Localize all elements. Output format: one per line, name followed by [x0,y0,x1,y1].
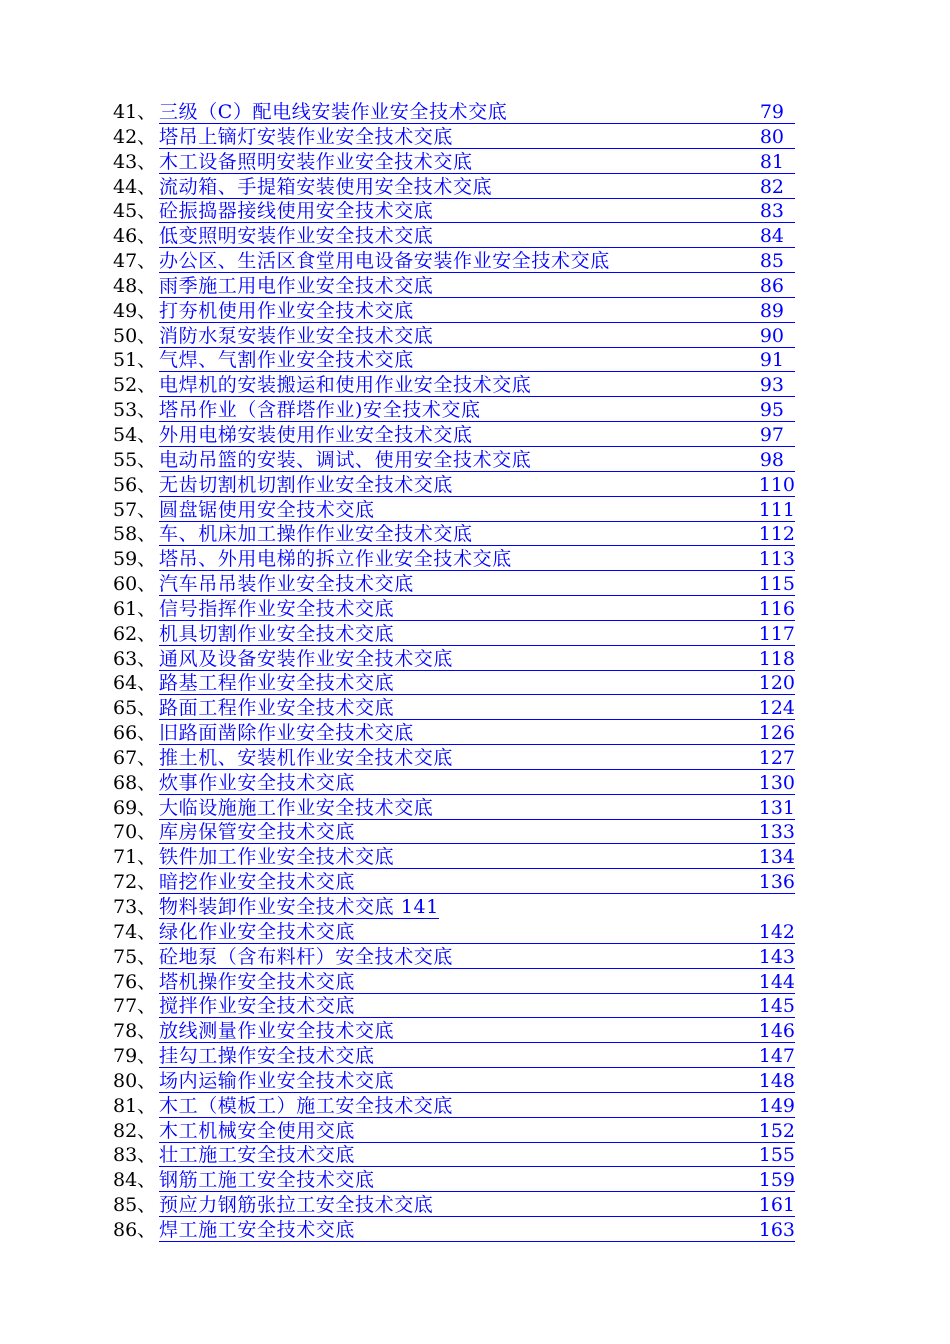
toc-entry-page-number: 134 [758,846,795,869]
toc-entry-page-number: 144 [758,970,795,993]
toc-entry-link[interactable] [159,771,795,795]
toc-entry-page-number: 93 [759,374,784,397]
toc-row [113,423,795,448]
toc-row [113,622,795,647]
toc-entry-title: 塔机操作安全技术交底 [159,970,356,993]
toc-entry-page-number: 95 [759,399,784,422]
toc-entry-number: 41、 [113,101,157,123]
toc-entry-title: 放线测量作业安全技术交底 [159,1020,395,1043]
toc-entry-page-number: 82 [759,175,784,198]
toc-entry-link[interactable] [159,224,795,248]
toc-entry-page-number: 90 [759,324,784,347]
toc-entry-number: 49、 [113,299,157,322]
toc-row [113,348,795,373]
toc-row [113,100,795,125]
toc-entry-link[interactable] [159,895,439,919]
toc-entry-link[interactable] [159,622,795,646]
toc-row [113,199,795,224]
toc-entry-page-number: 81 [759,150,784,173]
toc-entry-title: 无齿切割机切割作业安全技术交底 [159,473,454,496]
toc-entry-title: 壮工施工安全技术交底 [159,1144,356,1167]
toc-row [113,746,795,771]
toc-row [113,547,795,572]
toc-entry-link[interactable] [159,696,795,720]
toc-entry-number: 84、 [113,1169,157,1192]
toc-entry-page-number: 80 [759,125,784,148]
toc-row [113,299,795,324]
toc-entry-number: 64、 [113,672,157,695]
toc-entry-page-number: 131 [758,796,795,819]
toc-entry-link[interactable] [159,373,795,397]
toc-row [113,274,795,299]
toc-entry-number: 85、 [113,1194,157,1217]
toc-entry-page-number: 120 [758,672,795,695]
toc-entry-page-number: 143 [758,945,795,968]
toc-entry-link[interactable] [159,150,795,174]
toc-entry-number: 75、 [113,945,157,968]
toc-entry-title: 汽车吊吊装作业安全技术交底 [159,573,414,596]
toc-entry-page-number: 115 [758,573,795,596]
toc-entry-title: 推土机、安装机作业安全技术交底 [159,746,454,769]
toc-entry-title: 暗挖作业安全技术交底 [159,871,356,894]
toc-entry-link[interactable] [159,870,795,894]
toc-row [113,771,795,796]
toc-entry-number: 67、 [113,746,157,769]
toc-row [113,249,795,274]
toc-row [113,473,795,498]
toc-entry-title: 砼地泵（含布料杆）安全技术交底 [159,945,454,968]
toc-entry-title: 路基工程作业安全技术交底 [159,672,395,695]
toc-entry-page-number: 116 [758,597,795,620]
toc-entry-number: 55、 [113,448,157,471]
toc-entry-link[interactable] [159,572,795,596]
toc-entry-number: 43、 [113,150,157,173]
toc-entry-link[interactable] [159,994,795,1018]
toc-entry-link[interactable] [159,299,795,323]
toc-row [113,870,795,895]
toc-entry-link[interactable] [159,796,795,820]
toc-entry-title: 消防水泵安装作业安全技术交底 [159,324,434,347]
toc-entry-title: 绿化作业安全技术交底 [159,920,356,943]
toc-entry-title: 挂勾工操作安全技术交底 [159,1045,375,1068]
toc-entry-number: 46、 [113,225,157,248]
toc-entry-page-number: 124 [758,697,795,720]
toc-entry-number: 68、 [113,771,157,794]
toc-entry-page-number: 86 [759,274,784,297]
toc-entry-link[interactable] [159,945,795,969]
toc-entry-link[interactable] [159,597,795,621]
toc-entry-number: 73、 [113,896,157,918]
toc-entry-page-number: 148 [758,1069,795,1092]
toc-entry-title: 库房保管安全技术交底 [159,821,356,844]
toc-entry-title: 低变照明安装作业安全技术交底 [159,225,434,248]
toc-entry-number: 79、 [113,1045,157,1068]
toc-entry-link[interactable] [159,1044,795,1068]
toc-entry-number: 51、 [113,349,157,372]
toc-row [113,994,795,1019]
toc-entry-link[interactable] [159,100,795,124]
toc-entry-link[interactable] [159,1019,795,1043]
toc-entry-page-number: 133 [758,821,795,844]
toc-row [113,224,795,249]
toc-entry-page-number: 98 [759,448,784,471]
toc-entry-number: 77、 [113,995,157,1018]
toc-row [113,796,795,821]
toc-row [113,1044,795,1069]
toc-row [113,448,795,473]
toc-entry-page-number: 142 [758,920,795,943]
toc-entry-page-number: 126 [758,722,795,745]
toc-row [113,1019,795,1044]
toc-entry-page-number: 97 [759,423,784,446]
toc-row [113,970,795,995]
toc-entry-title: 铁件加工作业安全技术交底 [159,846,395,869]
toc-entry-number: 69、 [113,796,157,819]
toc-entry-title: 外用电梯安装使用作业安全技术交底 [159,423,473,446]
toc-entry-page-number: 149 [758,1094,795,1117]
toc-entry-link[interactable] [159,1143,795,1167]
toc-entry-number: 78、 [113,1020,157,1043]
toc-entry-page-number: 130 [758,771,795,794]
toc-entry-link[interactable] [159,1168,795,1192]
toc-entry-link[interactable] [159,547,795,571]
toc-entry-link[interactable] [159,920,795,944]
toc-entry-page-number: 117 [758,622,795,645]
toc-entry-title: 机具切割作业安全技术交底 [159,622,395,645]
toc-entry-title: 木工设备照明安装作业安全技术交底 [159,150,473,173]
toc-entry-link[interactable] [159,522,795,546]
toc-row [113,1168,795,1193]
toc-row [113,845,795,870]
toc-entry-number: 66、 [113,722,157,745]
toc-entry-page-number: 84 [759,225,784,248]
toc-row [113,1218,795,1243]
toc-entry-page-number: 145 [758,995,795,1018]
toc-entry-link[interactable] [159,820,795,844]
toc-row [113,1193,795,1218]
toc-entry-title: 打夯机使用作业安全技术交底 [159,299,414,322]
toc-entry-number: 74、 [113,920,157,943]
toc-entry-title: 预应力钢筋张拉工安全技术交底 [159,1194,434,1217]
table-of-contents [113,100,795,1243]
toc-entry-title: 圆盘锯使用安全技术交底 [159,498,375,521]
toc-row [113,522,795,547]
toc-row [113,1143,795,1168]
toc-entry-link[interactable] [159,1218,795,1242]
toc-entry-page-number: 146 [758,1020,795,1043]
toc-entry-link[interactable] [159,324,795,348]
toc-row [113,373,795,398]
toc-entry-number: 50、 [113,324,157,347]
toc-entry-link[interactable] [159,249,795,273]
toc-entry-page-number: 85 [759,250,784,273]
toc-entry-title: 木工（模板工）施工安全技术交底 [159,1094,454,1117]
toc-entry-link[interactable] [159,175,795,199]
toc-row [113,572,795,597]
toc-entry-link[interactable] [159,1193,795,1217]
toc-entry-link[interactable] [159,647,795,671]
toc-entry-page-number: 112 [758,523,795,546]
toc-row [113,498,795,523]
toc-entry-number: 80、 [113,1069,157,1092]
toc-entry-title: 搅拌作业安全技术交底 [159,995,356,1018]
toc-entry-number: 81、 [113,1094,157,1117]
toc-entry-link[interactable] [159,398,795,422]
toc-entry-title: 办公区、生活区食堂用电设备安装作业安全技术交底 [159,250,610,273]
toc-entry-number: 53、 [113,399,157,422]
toc-row [113,125,795,150]
toc-entry-title: 旧路面凿除作业安全技术交底 [159,722,414,745]
toc-entry-link[interactable] [159,125,795,149]
toc-entry-link[interactable] [159,274,795,298]
toc-entry-link[interactable] [159,845,795,869]
toc-entry-number: 52、 [113,374,157,397]
toc-row [113,671,795,696]
toc-entry-title: 三级（C）配电线安装作业安全技术交底 [159,101,508,123]
toc-entry-title: 焊工施工安全技术交底 [159,1218,356,1241]
toc-entry-title: 物料装卸作业安全技术交底 141 [159,896,439,918]
toc-entry-number: 83、 [113,1144,157,1167]
toc-row [113,920,795,945]
toc-entry-title: 塔吊上镝灯安装作业安全技术交底 [159,125,454,148]
toc-entry-number: 71、 [113,846,157,869]
toc-row [113,820,795,845]
toc-entry-number: 72、 [113,871,157,894]
toc-entry-page-number: 147 [758,1045,795,1068]
toc-entry-link[interactable] [159,1094,795,1118]
toc-entry-number: 70、 [113,821,157,844]
toc-entry-link[interactable] [159,348,795,372]
toc-entry-link[interactable] [159,448,795,472]
toc-entry-page-number: 111 [758,498,795,521]
toc-entry-link[interactable] [159,423,795,447]
toc-entry-number: 59、 [113,548,157,571]
toc-entry-number: 82、 [113,1119,157,1142]
toc-entry-page-number: 83 [759,200,784,223]
toc-entry-link[interactable] [159,1069,795,1093]
toc-entry-link[interactable] [159,671,795,695]
toc-entry-link[interactable] [159,970,795,994]
toc-row [113,175,795,200]
toc-entry-link[interactable] [159,498,795,522]
toc-entry-title: 雨季施工用电作业安全技术交底 [159,274,434,297]
toc-entry-number: 45、 [113,200,157,223]
toc-row [113,597,795,622]
toc-entry-title: 大临设施施工作业安全技术交底 [159,796,434,819]
toc-entry-page-number: 110 [758,473,795,496]
toc-row [113,1119,795,1144]
toc-entry-number: 44、 [113,175,157,198]
toc-entry-number: 63、 [113,647,157,670]
toc-entry-number: 58、 [113,523,157,546]
toc-entry-page-number: 127 [758,746,795,769]
toc-entry-number: 62、 [113,622,157,645]
toc-entry-title: 钢筋工施工安全技术交底 [159,1169,375,1192]
toc-entry-number: 56、 [113,473,157,496]
toc-entry-title: 通风及设备安装作业安全技术交底 [159,647,454,670]
toc-entry-title: 信号指挥作业安全技术交底 [159,597,395,620]
toc-entry-number: 47、 [113,250,157,273]
toc-entry-page-number: 159 [758,1169,795,1192]
toc-row [113,1069,795,1094]
toc-entry-page-number: 155 [758,1144,795,1167]
toc-row [113,1094,795,1119]
toc-row [113,696,795,721]
toc-entry-page-number: 161 [758,1194,795,1217]
toc-entry-link[interactable] [159,721,795,745]
toc-entry-page-number: 136 [758,871,795,894]
toc-row [113,721,795,746]
toc-row [113,647,795,672]
toc-entry-number: 61、 [113,597,157,620]
toc-entry-title: 塔吊、外用电梯的拆立作业安全技术交底 [159,548,512,571]
toc-row [113,324,795,349]
toc-entry-number: 57、 [113,498,157,521]
toc-row [113,895,795,920]
toc-entry-number: 86、 [113,1218,157,1241]
toc-entry-number: 54、 [113,423,157,446]
toc-entry-title: 塔吊作业（含群塔作业)安全技术交底 [159,399,481,422]
toc-entry-title: 木工机械安全使用交底 [159,1119,356,1142]
toc-entry-link[interactable] [159,746,795,770]
toc-entry-title: 场内运输作业安全技术交底 [159,1069,395,1092]
toc-row [113,398,795,423]
toc-row [113,945,795,970]
toc-entry-page-number: 118 [758,647,795,670]
toc-entry-number: 42、 [113,125,157,148]
toc-entry-title: 砼振捣器接线使用安全技术交底 [159,200,434,223]
toc-entry-page-number: 163 [758,1218,795,1241]
toc-entry-page-number: 113 [758,548,795,571]
toc-row [113,150,795,175]
toc-entry-number: 76、 [113,970,157,993]
toc-entry-page-number: 79 [759,101,784,123]
toc-entry-page-number: 91 [759,349,784,372]
toc-entry-title: 气焊、气割作业安全技术交底 [159,349,414,372]
toc-entry-number: 48、 [113,274,157,297]
toc-entry-page-number: 152 [758,1119,795,1142]
toc-entry-title: 路面工程作业安全技术交底 [159,697,395,720]
toc-entry-link[interactable] [159,1119,795,1143]
toc-entry-title: 电焊机的安装搬运和使用作业安全技术交底 [159,374,532,397]
toc-entry-title: 炊事作业安全技术交底 [159,771,356,794]
toc-entry-page-number: 89 [759,299,784,322]
toc-entry-link[interactable] [159,473,795,497]
toc-entry-number: 65、 [113,697,157,720]
toc-entry-title: 流动箱、手提箱安装使用安全技术交底 [159,175,493,198]
toc-entry-title: 车、机床加工操作作业安全技术交底 [159,523,473,546]
toc-entry-number: 60、 [113,573,157,596]
toc-entry-link[interactable] [159,199,795,223]
toc-entry-title: 电动吊篮的安装、调试、使用安全技术交底 [159,448,532,471]
